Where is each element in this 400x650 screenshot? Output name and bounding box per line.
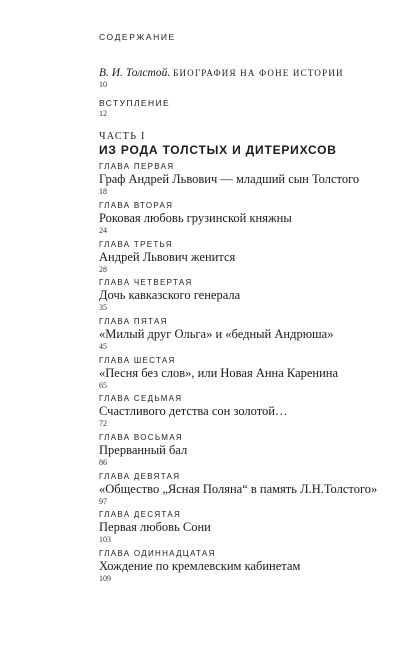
toc-entry-chapter[interactable]	[99, 548, 389, 584]
intro-title-text: БИОГРАФИЯ НА ФОНЕ ИСТОРИИ	[173, 68, 344, 78]
part-label: ЧАСТЬ I	[99, 131, 146, 142]
chapter-page-number: 109	[99, 574, 111, 583]
toc-entry-preface[interactable]	[99, 97, 389, 119]
chapter-page-number: 35	[99, 303, 107, 312]
toc-entry-chapter[interactable]	[99, 239, 389, 275]
chapter-page-number: 65	[99, 381, 107, 390]
intro-author: В. И. Толстой.	[99, 67, 171, 79]
part-heading	[99, 131, 389, 158]
chapter-label: ГЛАВА ШЕСТАЯ	[99, 356, 176, 365]
chapter-title: «Общество „Ясная Поляна“ в память Л.Н.Толстого»	[99, 482, 378, 496]
chapter-label: ГЛАВА ПЯТАЯ	[99, 317, 168, 326]
toc-entry-chapter[interactable]	[99, 509, 389, 545]
chapter-page-number: 72	[99, 419, 107, 428]
chapter-title: «Милый друг Ольга» и «бедный Андрюша»	[99, 327, 334, 341]
chapter-title: Дочь кавказского генерала	[99, 288, 241, 302]
chapter-page-number: 24	[99, 226, 107, 235]
chapter-title: Андрей Львович женится	[99, 250, 236, 264]
toc-entry-chapter[interactable]	[99, 432, 389, 468]
toc-entry-chapter[interactable]	[99, 316, 389, 352]
toc-entry-chapter[interactable]	[99, 393, 389, 429]
chapter-page-number: 18	[99, 187, 107, 196]
chapter-title: Хождение по кремлевским кабинетам	[99, 559, 301, 573]
preface-title: ВСТУПЛЕНИЕ	[99, 98, 171, 108]
chapter-label: ГЛАВА СЕДЬМАЯ	[99, 394, 183, 403]
toc-entry-chapter[interactable]	[99, 200, 389, 236]
chapter-label: ГЛАВА ДЕВЯТАЯ	[99, 472, 181, 481]
toc-entry-intro[interactable]	[99, 67, 389, 90]
preface-page-number: 12	[99, 109, 107, 118]
part-title: ИЗ РОДА ТОЛСТЫХ И ДИТЕРИХСОВ	[99, 143, 337, 157]
intro-page-number: 10	[99, 80, 107, 89]
chapter-title: Прерванный бал	[99, 443, 188, 457]
chapter-title: Первая любовь Сони	[99, 520, 211, 534]
toc-entry-chapter[interactable]	[99, 277, 389, 313]
chapter-page-number: 97	[99, 497, 107, 506]
chapter-title: Граф Андрей Львович — младший сын Толстого	[99, 172, 360, 186]
chapter-title: «Песня без слов», или Новая Анна Каренина	[99, 366, 339, 380]
chapter-title: Роковая любовь грузинской княжны	[99, 211, 292, 225]
chapter-page-number: 28	[99, 265, 107, 274]
toc-heading: СОДЕРЖАНИЕ	[99, 32, 176, 42]
toc-entry-chapter[interactable]	[99, 355, 389, 391]
chapter-page-number: 86	[99, 458, 107, 467]
chapter-label: ГЛАВА ТРЕТЬЯ	[99, 240, 173, 249]
chapter-label: ГЛАВА ВОСЬМАЯ	[99, 433, 183, 442]
chapter-page-number: 103	[99, 535, 111, 544]
chapter-title: Счастливого детства сон золотой…	[99, 404, 288, 418]
chapter-label: ГЛАВА ДЕСЯТАЯ	[99, 510, 182, 519]
chapter-label: ГЛАВА ВТОРАЯ	[99, 201, 174, 210]
intro-title	[99, 67, 389, 80]
toc-entry-chapter[interactable]	[99, 471, 389, 507]
chapter-page-number: 45	[99, 342, 107, 351]
toc-entry-chapter[interactable]	[99, 161, 389, 197]
chapter-label: ГЛАВА ОДИННАДЦАТАЯ	[99, 549, 216, 558]
chapter-label: ГЛАВА ПЕРВАЯ	[99, 162, 175, 171]
chapter-label: ГЛАВА ЧЕТВЕРТАЯ	[99, 278, 193, 287]
